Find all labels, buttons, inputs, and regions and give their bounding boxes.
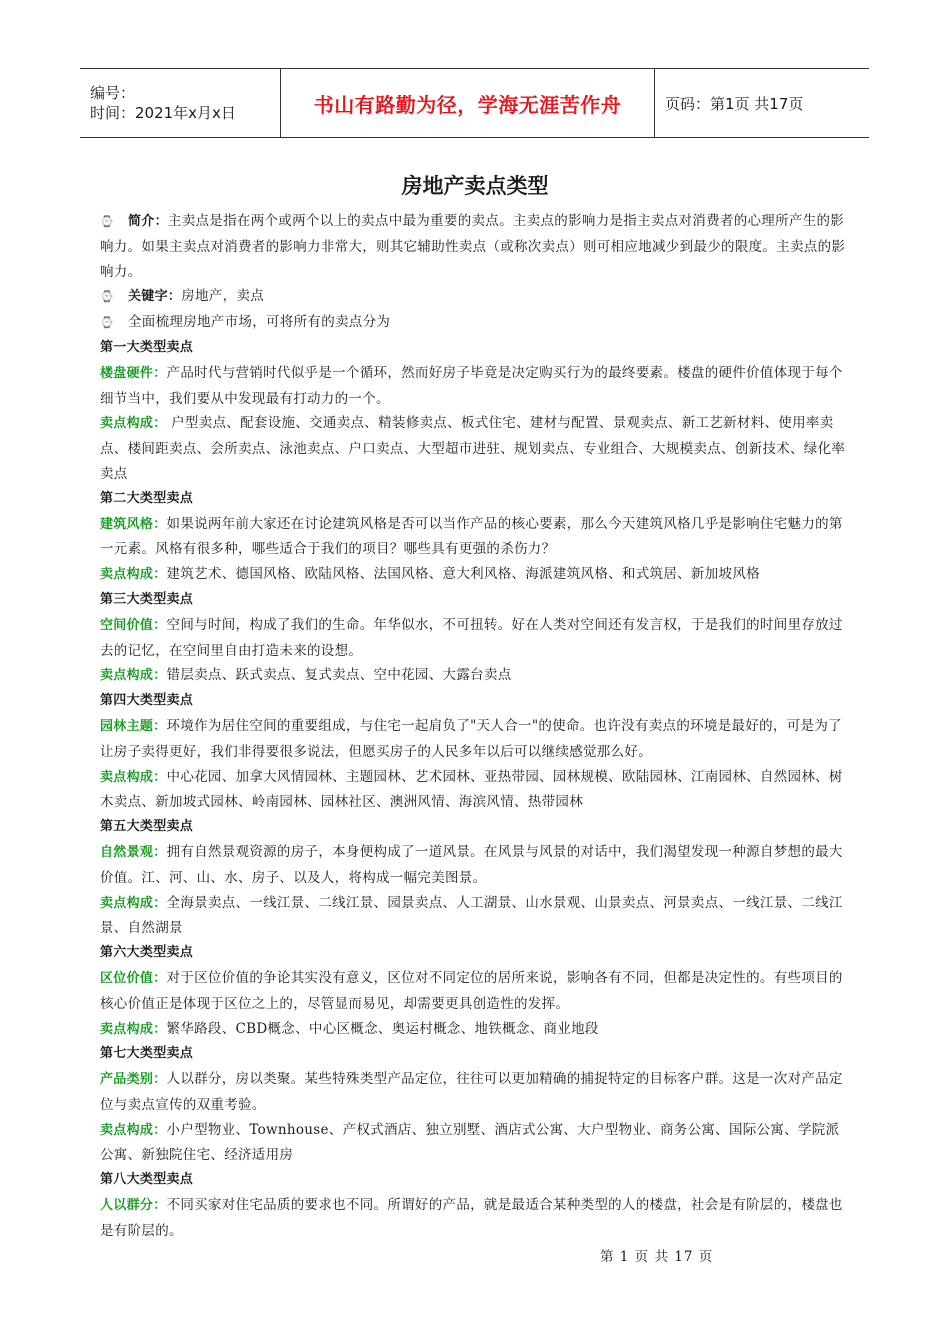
topic-text: 拥有自然景观资源的房子，本身便构成了一道风景。在风景与风景的对话中，我们渴望发现一种源自梦想的最大价值。江、河、山、水、房子、以及人，将构成一幅完美图景。 — [100, 843, 843, 886]
section-category: 第四大类型卖点 — [100, 693, 194, 709]
summary-label: 简介： — [128, 214, 168, 229]
document-number: 编号： — [90, 84, 136, 102]
header-motto-cell — [281, 69, 655, 137]
section-category: 第二大类型卖点 — [100, 490, 194, 506]
section-points — [100, 891, 852, 942]
keywords-label: 关键字： — [128, 289, 182, 305]
points-label: 卖点构成： — [100, 1021, 167, 1037]
intro-keywords — [100, 284, 852, 310]
section-topic — [100, 1067, 852, 1118]
document-time: 时间：2021年x月x日 — [90, 104, 236, 122]
summary-text: 主卖点是指在两个或两个以上的卖点中最为重要的卖点。主卖点的影响力是指主卖点对消费者的心理所产生的影响力。如果主卖点对消费者的影响力非常大，则其它辅助性卖点（或称次卖点）则可相应地减少到最少的限度。主卖点的影响力。 — [100, 213, 846, 280]
topic-label: 自然景观： — [100, 844, 167, 860]
page-header — [80, 68, 869, 138]
section-points — [100, 1118, 852, 1169]
header-meta — [80, 69, 281, 137]
section-points — [100, 1017, 852, 1043]
points-text: 户型卖点、配套设施、交通卖点、精装修卖点、板式住宅、建材与配置、景观卖点、新工艺新材料、使用率卖点、楼间距卖点、会所卖点、泳池卖点、户口卖点、大型超市进驻、规划卖点、专业组合、大规模卖点、创新技术、绿化率卖点 — [100, 415, 846, 482]
points-label: 卖点构成： — [100, 1122, 167, 1138]
document-body — [100, 209, 852, 1244]
section-topic — [100, 613, 852, 664]
points-text: 错层卖点、跃式卖点、复式卖点、空中花园、大露台卖点 — [166, 667, 512, 684]
topic-label: 楼盘硬件： — [100, 365, 167, 381]
section-category: 第一大类型卖点 — [100, 339, 194, 355]
section-points — [100, 411, 852, 486]
header-motto: 书山有路勤为径，学海无涯苦作舟 — [313, 92, 622, 117]
points-label: 卖点构成： — [100, 769, 167, 785]
section-category: 第三大类型卖点 — [100, 591, 194, 607]
section-category: 第七大类型卖点 — [100, 1046, 194, 1062]
page-footer: 第 1 页 共 17 页 — [600, 1249, 714, 1265]
points-text: 建筑艺术、德国风格、欧陆风格、法国风格、意大利风格、海派建筑风格、和式筑居、新加坡风格 — [166, 566, 760, 583]
header-page-info: 页码：第1页 共17页 — [665, 94, 804, 113]
section-topic — [100, 966, 852, 1017]
topic-text: 环境作为居住空间的重要组成，与住宅一起肩负了"天人合一"的使命。也许没有卖点的环境是最好的，可是为了让房子卖得更好，我们非得要很多说法，但愿买房子的人民多年以后可以继续感觉那么好。 — [100, 717, 842, 760]
clock-icon: ⌚ — [100, 316, 114, 330]
section-points — [100, 562, 852, 588]
topic-text: 对于区位价值的争论其实没有意义，区位对不同定位的居所来说，影响各有不同，但都是决定性的。有些项目的核心价值正是体现于区位之上的，尽管显而易见，却需要更具创造性的发挥。 — [100, 969, 843, 1012]
topic-text: 不同买家对住宅品质的要求也不同。所谓好的产品，就是最适合某种类型的人的楼盘，社会是有阶层的，楼盘也是有阶层的。 — [100, 1197, 843, 1239]
intro-overview — [100, 310, 852, 336]
section-points — [100, 663, 852, 689]
topic-label: 产品类别： — [100, 1072, 167, 1088]
clock-icon: ⌚ — [100, 215, 114, 228]
section-topic — [100, 361, 852, 412]
section-topic — [100, 1193, 852, 1244]
section-topic — [100, 840, 852, 891]
points-label: 卖点构成： — [100, 895, 167, 911]
points-text: 小户型物业、Townhouse、产权式酒店、独立别墅、酒店式公寓、大户型物业、商务公寓、国际公寓、学院派公寓、新独院住宅、经济适用房 — [100, 1121, 840, 1164]
points-text: 全海景卖点、一线江景、二线江景、园景卖点、人工湖景、山水景观、山景卖点、河景卖点、一线江景、二线江景、自然湖景 — [100, 894, 843, 937]
topic-label: 区位价值： — [100, 970, 167, 986]
topic-label: 人以群分： — [100, 1198, 167, 1214]
topic-text: 人以群分，房以类聚。某些特殊类型产品定位，往往可以更加精确的捕捉特定的目标客户群。这是一次对产品定位与卖点宣传的双重考验。 — [100, 1071, 843, 1113]
points-label: 卖点构成： — [100, 668, 167, 684]
points-label: 卖点构成： — [100, 416, 167, 432]
topic-text: 产品时代与营销时代似乎是一个循环，然而好房子毕竟是决定购买行为的最终要素。楼盘的硬件价值体现于每个细节当中，我们要从中发现最有打动力的一个。 — [100, 364, 843, 407]
points-label: 卖点构成： — [100, 567, 167, 583]
document-title: 房地产卖点类型 — [401, 174, 549, 198]
topic-text: 如果说两年前大家还在讨论建筑风格是否可以当作产品的核心要素，那么今天建筑风格几乎是影响住宅魅力的第一元素。风格有很多种，哪些适合于我们的项目？哪些具有更强的杀伤力？ — [100, 515, 843, 558]
topic-label: 建筑风格： — [100, 516, 167, 532]
topic-label: 园林主题： — [100, 718, 167, 734]
section-topic — [100, 714, 852, 765]
section-category: 第八大类型卖点 — [100, 1172, 194, 1188]
points-text: 中心花园、加拿大风情园林、主题园林、艺术园林、亚热带园、园林规模、欧陆园林、江南园林、自然园林、树木卖点、新加坡式园林、岭南园林、园林社区、澳洲风情、海滨风情、热带园林 — [100, 768, 843, 811]
overview-text: 全面梳理房地产市场，可将所有的卖点分为 — [128, 314, 391, 331]
section-category: 第五大类型卖点 — [100, 819, 194, 835]
section-topic — [100, 512, 852, 563]
keywords-text: 房地产，卖点 — [181, 288, 265, 305]
clock-icon: ⌚ — [100, 290, 114, 304]
intro-summary — [100, 209, 852, 284]
topic-text: 空间与时间，构成了我们的生命。年华似水，不可扭转。好在人类对空间还有发言权，于是我们的时间里存放过去的记忆，在空间里自由打造未来的设想。 — [100, 616, 843, 659]
section-points — [100, 765, 852, 816]
points-text: 繁华路段、CBD概念、中心区概念、奥运村概念、地铁概念、商业地段 — [166, 1020, 599, 1037]
topic-label: 空间价值： — [100, 617, 167, 633]
section-category: 第六大类型卖点 — [100, 945, 194, 961]
